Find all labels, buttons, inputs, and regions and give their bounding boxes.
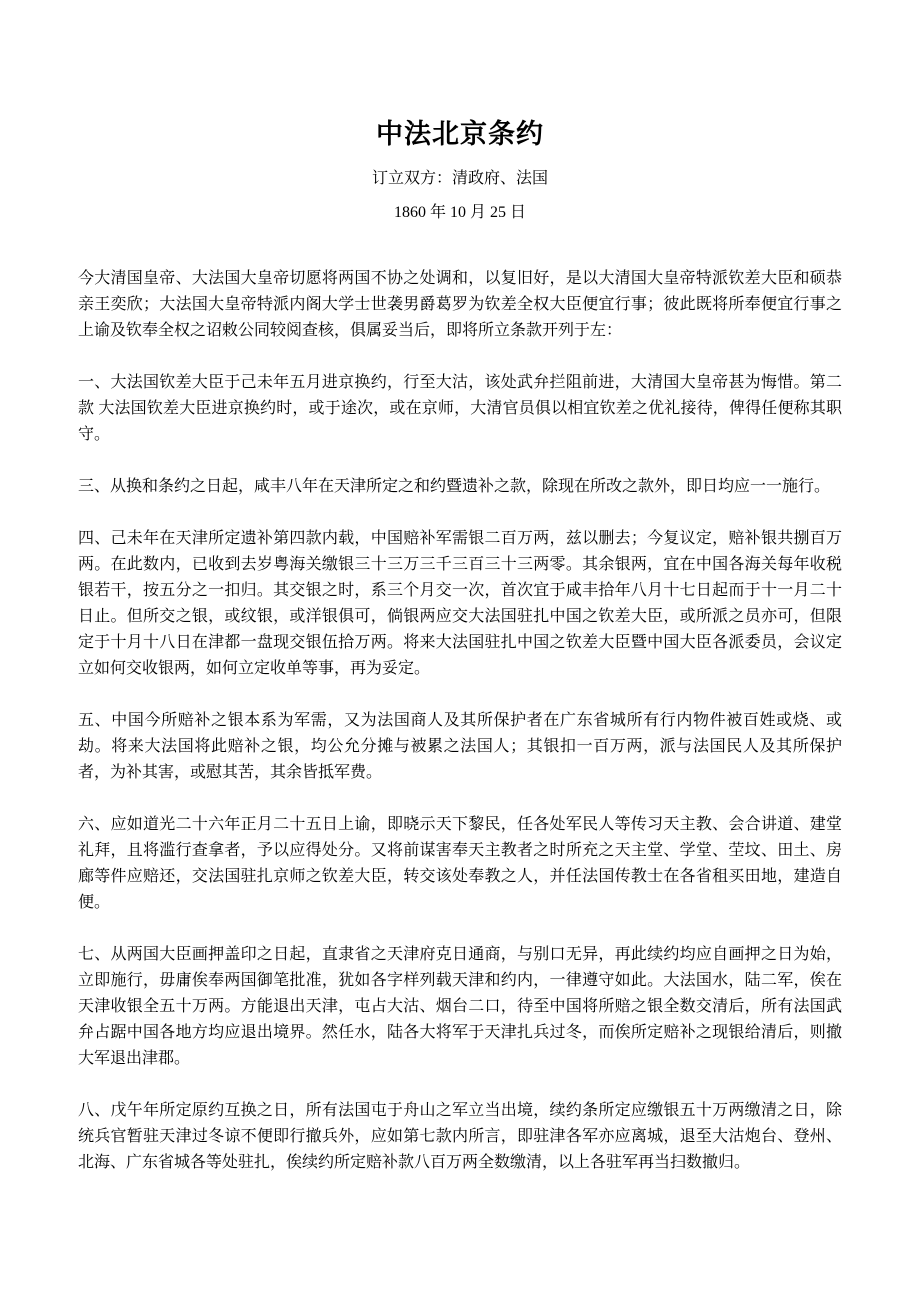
paragraph-article-5: 五、中国今所赔补之银本系为军需，又为法国商人及其所保护者在广东省城所有行内物件被百姓或烧、或劫。将来大法国将此赔补之银，均公允分摊与被累之法国人；其银扣一百万两，派与法国民人及其所保护者，为补其害，或慰其苦，其余皆抵军费。 [78,711,842,781]
document-title: 中法北京条约 [376,119,544,149]
paragraph-article-3: 三、从换和条约之日起，咸丰八年在天津所定之和约暨遗补之款，除现在所改之款外，即日均应一一施行。 [78,477,831,495]
paragraph-preamble: 今大清国皇帝、大法国大皇帝切愿将两国不协之处调和，以复旧好，是以大清国大皇帝特派钦差大臣和硕恭亲王奕欣；大法国大皇帝特派内阁大学士世袭男爵葛罗为钦差全权大臣便宜行事；彼此既将所奉便宜行事之上谕及钦奉全权之诏敕公同较阅查核，俱属妥当后，即将所立条款开列于左： [78,269,842,339]
paragraph-article-7: 七、从两国大臣画押盖印之日起，直隶省之天津府克日通商，与别口无异，再此续约均应自画押之日为始，立即施行，毋庸俟奉两国御笔批准，犹如各字样列载天津和约内，一律遵守如此。大法国水，陆二军，俟在天津收银全五十万两。方能退出天津，屯占大沽、烟台二口，待至中国将所赔之银全数交清后，所有法国武弁占踞中国各地方均应退出境界。然任水，陆各大将军于天津扎兵过冬，而俟所定赔补之现银给清后，则撤大军退出津郡。 [78,945,842,1067]
paragraph-article-1: 一、大法国钦差大臣于己未年五月进京换约，行至大沽，该处武弁拦阻前进，大清国大皇帝甚为悔惜。第二款 大法国钦差大臣进京换约时，或于途次，或在京师，大清官员俱以相宜钦差之优礼接待，俾得任便称其职守。 [78,373,842,443]
document-body [78,266,842,1176]
paragraph-article-4: 四、己未年在天津所定遗补第四款内载，中国赔补军需银二百万两，兹以删去；今复议定，赔补银共捌百万两。在此数内，已收到去岁粤海关缴银三十三万三千三百三十三两零。其余银两，宜在中国各海关每年收税银若干，按五分之一扣归。其交银之时，系三个月交一次，首次宜于咸丰拾年八月十七日起而于十一月二十日止。但所交之银，或纹银，或洋银俱可，倘银两应交大法国驻扎中国之钦差大臣，或所派之员亦可，但限定于十月十八日在津都一盘现交银伍拾万两。将来大法国驻扎中国之钦差大臣暨中国大臣各派委员，会议定立如何交收银两，如何立定收单等事，再为妥定。 [78,529,842,677]
paragraph-article-8: 八、戊午年所定原约互换之日，所有法国屯于舟山之军立当出境，续约条所定应缴银五十万两缴清之日，除统兵官暂驻天津过冬谅不便即行撤兵外，应如第七款内所言，即驻津各军亦应离城，退至大沽炮台、登州、北海、广东省城各等处驻扎，俟续约所定赔补款八百万两全数缴清，以上各驻军再当扫数撤归。 [78,1101,842,1171]
paragraph-article-6: 六、应如道光二十六年正月二十五日上谕，即晓示天下黎民，任各处军民人等传习天主教、会合讲道、建堂礼拜，且将滥行查拿者，予以应得处分。又将前谋害奉天主教者之时所充之天主堂、学堂、茔坟、田土、房廊等件应赔还，交法国驻扎京师之钦差大臣，转交该处奉教之人，并任法国传教士在各省租买田地，建造自便。 [78,815,842,911]
subtitle-date: 1860 年 10 月 25 日 [393,203,526,221]
subtitle-parties: 订立双方：清政府、法国 [371,169,548,187]
